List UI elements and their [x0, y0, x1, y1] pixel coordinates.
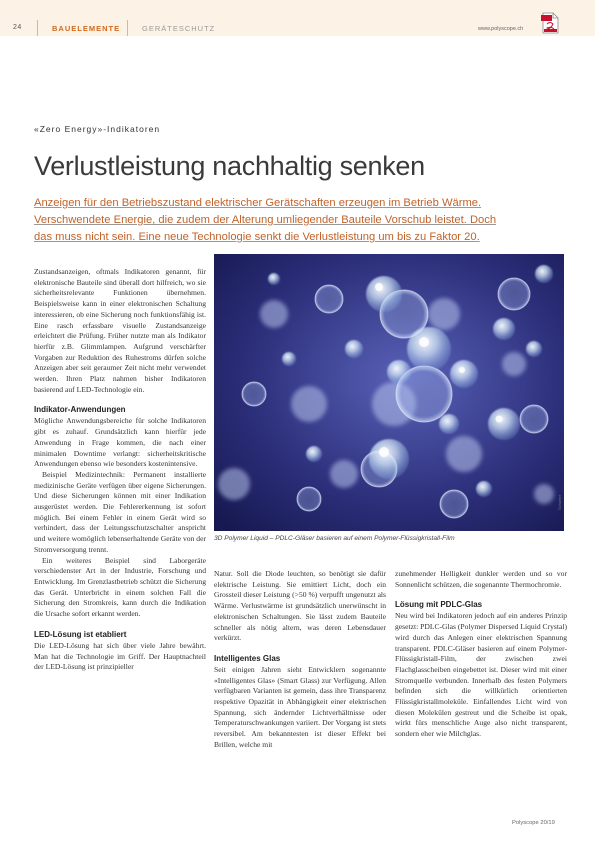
- page-number: 24: [13, 24, 22, 31]
- paragraph: Beispiel Medizintechnik: Permanent installierte medizinische Geräte verfügen über eigene Sicherungen. Und diese Sicherungen können mit einer Indikation ausgerüstet werden. Die Fehlererkennung ist sofort möglich. Bei einem Fehler in einem Gerät wird so verhindert, dass der Leitungsschutzschalter anspricht und weitere womöglich lebenserhaltende Geräte von der Stromversorgung trennt.: [34, 469, 206, 554]
- subheading: LED-Lösung ist etabliert: [34, 629, 127, 639]
- pdf-download-icon[interactable]: [541, 12, 559, 34]
- paragraph: Natur. Soll die Diode leuchten, so benötigt sie dafür elektrische Leistung. Sie emittiert Licht, doch ein Grossteil dieser Leistung (>50 %) verpufft ungenutzt als Wärme. Verlustwärme ist grundsätzlich unerwünscht in elektronischen Schaltungen. Sie lässt zudem Bauteile schneller als nötig altern, was deren Lebensdauer verkürzt.: [214, 569, 386, 643]
- paragraph: Ein weiteres Beispiel sind Laborgeräte verschiedenster Art in der Industrie, Forschung und Entwicklung. Im Grenzlastbetrieb schützt die Sicherung das Gerät. Unterbricht in einem solchen Fall die Sicherung den Stromkreis, kann durch die Indikation die Ursache sofort erkannt werden.: [34, 555, 206, 619]
- article-kicker: «Zero Energy»-Indikatoren: [34, 124, 161, 134]
- paragraph: Neu wird bei Indikatoren jedoch auf ein anderes Prinzip gesetzt: PDLC-Glas (Polymer Dispersed Liquid Crystal) wird durch das Anlegen einer elektrischen Spannung transparent. PDLC-Gläser basieren auf einem Polymer-Flüssigkristall-Film, der zwischen zwei Flachglasscheiben eingebettet ist. Dieser wird mit einer Stromquelle verbunden. Innerhalb des festen Polymers befinden sich die willkürlich orientierten Flüssigkristallmoleküle. Einfallendes Licht wird von diesen Molekülen gestreut und die Scheibe ist opak, wirkt fürs menschliche Auge also nicht transparent, sondern eher wie Milchglas.: [395, 611, 567, 739]
- lead-text: Anzeigen für den Betriebszustand elektrischer Gerätschaften erzeugen im Betrieb Wärme. Verschwendete Energie, die zudem der Alterung umliegender Bauteile Vorschub leistet. Doch das muss nicht sein. Eine neue Technologie senkt die Verlustleistung um bis zu Faktor 20.: [34, 197, 497, 243]
- photo-credit: Schurter: [557, 494, 562, 510]
- subheading: Lösung mit PDLC-Glas: [395, 600, 483, 610]
- polymer-liquid-photo: [214, 254, 564, 531]
- paragraph: Die LED-Lösung hat sich über viele Jahre bewährt. Man hat die Technologie im Griff. Der Hauptnachteil der LED-Lösung ist prinzipieller: [34, 640, 206, 672]
- subheading: Intelligentes Glas: [214, 653, 281, 663]
- text-column-1: [34, 267, 206, 673]
- header-divider: [127, 20, 128, 36]
- article-title: Verlustleistung nachhaltig senken: [34, 151, 425, 181]
- paragraph: Seit einigen Jahren sieht Entwicklern sogenannte «Intelligentes Glas» (Smart Glass) zur Verfügung. Allen verfügbaren Varianten ist gemein, dass ihre Transparenz respektive Opazität in Abhängigkeit einer elektrischen Spannung, sich ändernder Lichtverhältnisse oder Temperaturschwankungen variiert. Der Vorgang ist stets reversibel. Am bekanntesten ist dieser Effekt bei Brillen, welche mit: [214, 664, 386, 749]
- subheading: Indikator-Anwendungen: [34, 405, 126, 415]
- paragraph: Mögliche Anwendungsbereiche für solche Indikatoren gibt es zuhauf. Grundsätzlich kann hierfür jede Anwendung in Frage kommen, die nach einer minimalen Downtime verlangt: sicherheitskritische Anwendungen ebenso wie besonders kostenintensive.: [34, 416, 206, 469]
- text-column-3: [395, 569, 567, 740]
- article-lead: [34, 195, 514, 246]
- subsection-label: GERÄTESCHUTZ: [142, 24, 216, 33]
- section-label: BAUELEMENTE: [52, 24, 121, 33]
- paragraph: Zustandsanzeigen, oftmals Indikatoren genannt, für elektronische Bauteile sind überall dort hilfreich, wo sie sicherheitsrelevante Funktionen übernehmen. Beispielsweise kann in einer elektronischen Schaltung interessieren, ob eine Sicherung noch funktionsfähig ist. Eine rasch erfassbare visuelle Zustandsanzeige erleichtert die Prüfung. Früher nutzte man als Indikator hierfür z.B. Glimmlampen. Aufgrund verschärfter Vorgaben zur Reduktion des Ruhestroms dürfen solche Anzeigen aber seit geraumer Zeit nicht mehr verwendet werden. Ihren Platz nahmen bisher Indikatoren basierend auf LED-Technologie ein.: [34, 267, 206, 394]
- text-column-2: [214, 569, 386, 751]
- header-divider: [37, 20, 38, 36]
- website-link[interactable]: www.polyscope.ch: [478, 26, 524, 32]
- paragraph: zunehmender Helligkeit dunkler werden und so vor Sonnenlicht schützen, die sogenannte Thermochromie.: [395, 569, 567, 589]
- issue-footer: Polyscope 20/19: [512, 820, 555, 826]
- figure-caption: 3D Polymer Liquid – PDLC-Gläser basieren auf einem Polymer-Flüssigkristall-Film: [214, 535, 455, 542]
